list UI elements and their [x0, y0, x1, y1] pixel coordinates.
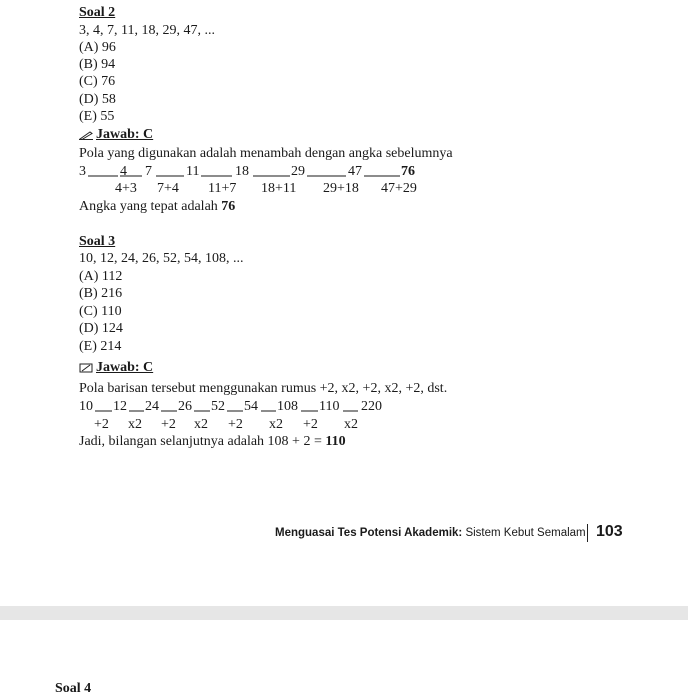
soal-2-title: Soal 2 [79, 5, 116, 20]
soal-3-option-e: (E) 214 [79, 339, 122, 354]
soal-2-option-b: (B) 94 [79, 57, 116, 72]
chain-number: 52 [211, 399, 225, 414]
pencil-icon [79, 363, 93, 373]
soal-3-conclusion: Jadi, bilangan selanjutnya adalah 108 + 2 = 110 [79, 434, 346, 449]
soal-3-jawab-label: Jawab: C [96, 360, 154, 375]
chain-op: x2 [194, 417, 208, 432]
page-gap [0, 606, 688, 620]
chain-number: 10 [79, 399, 93, 414]
soal-3-jawab [79, 359, 153, 376]
chain-op: 4+3 [115, 181, 137, 196]
chain-number: 29 [291, 164, 305, 179]
chain-op: x2 [128, 417, 142, 432]
chain-op: 29+18 [323, 181, 359, 196]
chain-number: 26 [178, 399, 192, 414]
chain-op: 11+7 [208, 181, 237, 196]
page-footer [275, 525, 586, 541]
chain-number: 18 [235, 164, 249, 179]
footer-book-title: Menguasai Tes Potensi Akademik: [275, 527, 463, 539]
chain-underlines [0, 0, 688, 200]
soal-3-option-a: (A) 112 [79, 269, 123, 284]
soal-2-option-d: (D) 58 [79, 92, 116, 107]
chain-op: +2 [303, 417, 318, 432]
soal-2-option-c: (C) 76 [79, 74, 116, 89]
soal-3-option-b: (B) 216 [79, 286, 123, 301]
chain-number: 54 [244, 399, 258, 414]
soal-3-sequence: 10, 12, 24, 26, 52, 54, 108, ... [79, 251, 244, 266]
soal-3-option-d: (D) 124 [79, 321, 123, 336]
soal-2-sequence: 3, 4, 7, 11, 18, 29, 47, ... [79, 23, 215, 38]
soal-4-title: Soal 4 [55, 681, 92, 696]
chain-op: 47+29 [381, 181, 417, 196]
chain-op: +2 [228, 417, 243, 432]
page-number: 103 [596, 523, 623, 540]
footer-subtitle: Sistem Kebut Semalam [462, 527, 586, 539]
soal-3-title: Soal 3 [79, 234, 116, 249]
soal-2-option-e: (E) 55 [79, 109, 115, 124]
soal-3-explanation: Pola barisan tersebut menggunakan rumus +2, x2, +2, x2, +2, dst. [79, 381, 448, 396]
chain-number: 110 [319, 399, 340, 414]
chain-op: 7+4 [157, 181, 179, 196]
chain-number: 47 [348, 164, 362, 179]
chain-number: 11 [186, 164, 200, 179]
chain-number: 24 [145, 399, 159, 414]
chain-number: 108 [277, 399, 298, 414]
chain-number: 3 [79, 164, 86, 179]
soal-2-conclusion: Angka yang tepat adalah 76 [79, 199, 236, 214]
chain-number: 12 [113, 399, 127, 414]
chain-underlines [0, 380, 688, 420]
chain-op: 18+11 [261, 181, 297, 196]
chain-op: x2 [344, 417, 358, 432]
chain-number: 220 [361, 399, 382, 414]
chain-answer: 76 [401, 164, 415, 179]
chain-op: +2 [161, 417, 176, 432]
footer-divider [587, 524, 588, 542]
chain-op: x2 [269, 417, 283, 432]
soal-2-option-a: (A) 96 [79, 40, 116, 55]
soal-2-jawab-label: Jawab: C [96, 127, 154, 142]
soal-3-option-c: (C) 110 [79, 304, 122, 319]
soal-2-explanation: Pola yang digunakan adalah menambah dengan angka sebelumnya [79, 146, 453, 161]
next-page [0, 620, 688, 696]
chain-op: +2 [94, 417, 109, 432]
chain-number: 7 [145, 164, 152, 179]
chain-number: 4 [120, 164, 127, 179]
